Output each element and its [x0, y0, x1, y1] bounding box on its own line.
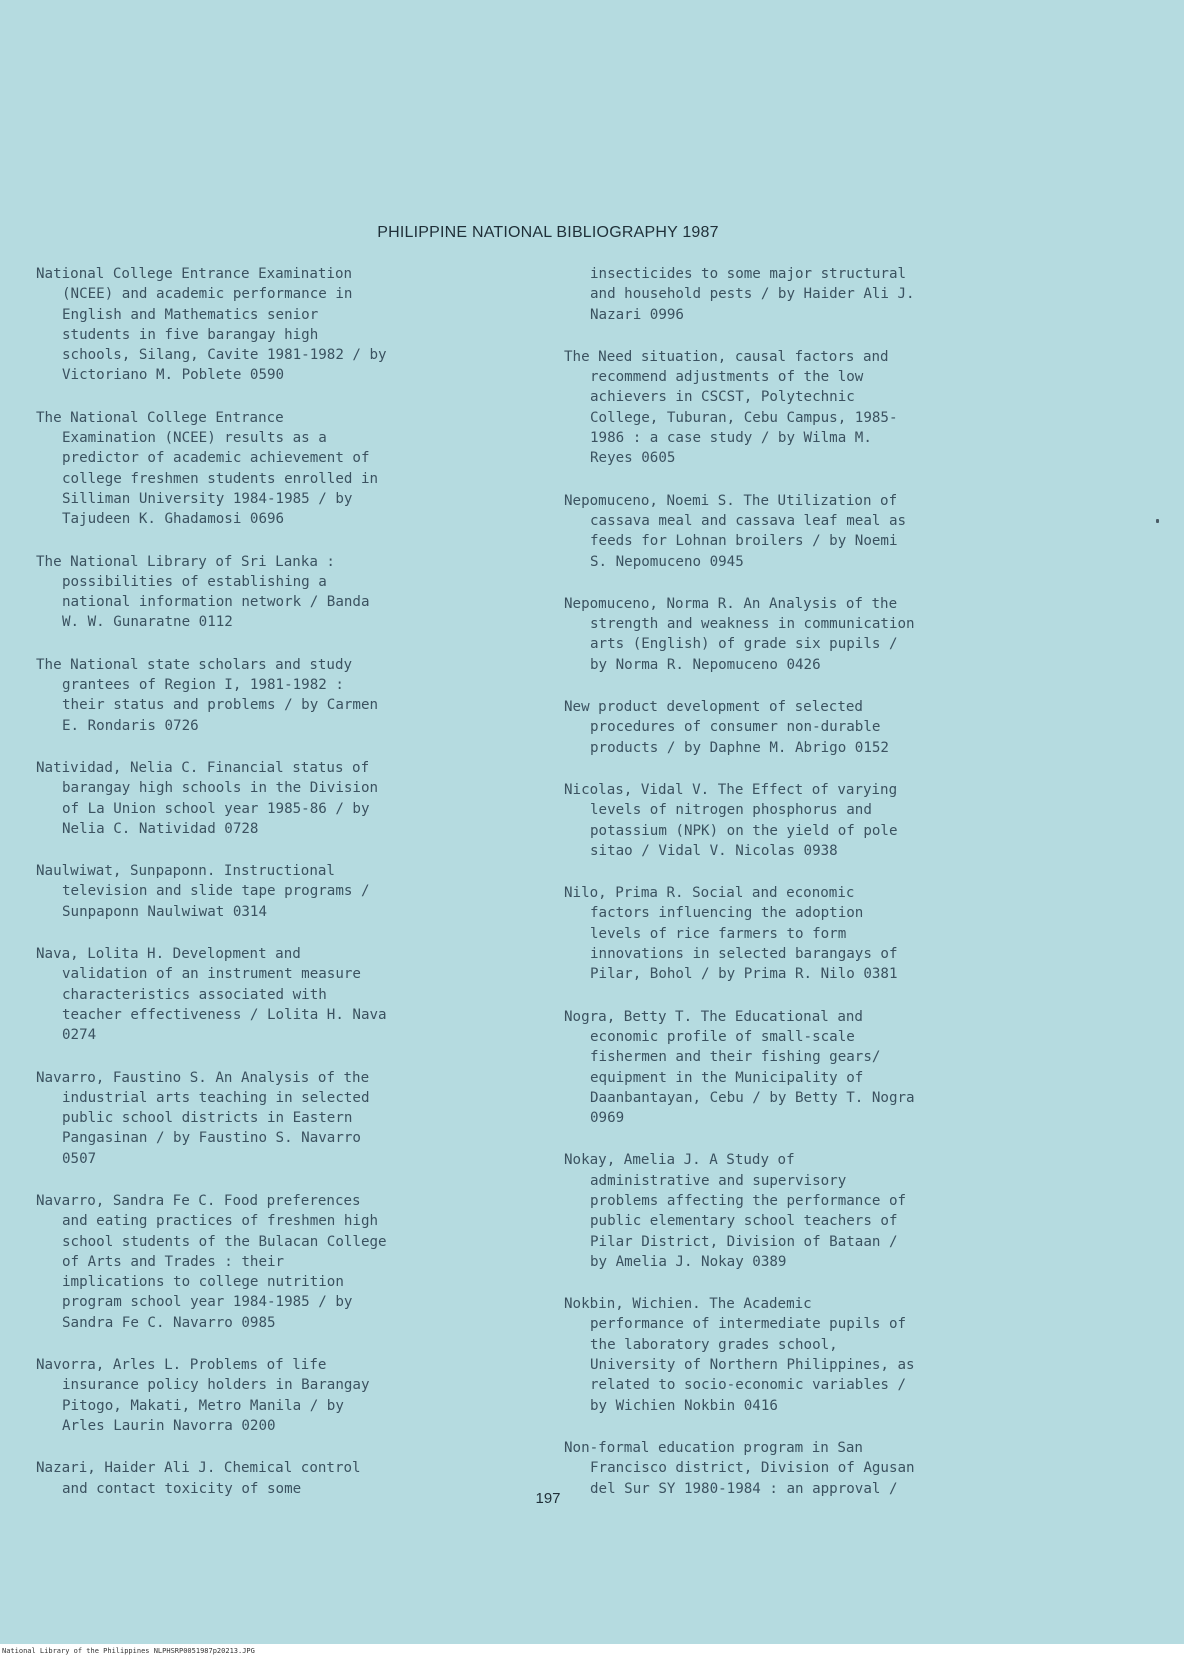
bibliography-entry: The National Library of Sri Lanka : possibilities of establishing a national information network / Banda W. W. Gunaratne 0112: [36, 553, 370, 631]
bibliography-entry: Naulwiwat, Sunpaponn. Instructional television and slide tape programs / Sunpaponn Naulwiwat 0314: [36, 863, 370, 920]
bibliography-entry: New product development of selected procedures of consumer non-durable products / by Daphne M. Abrigo 0152: [564, 699, 889, 756]
right-column: [564, 264, 1034, 1521]
scan-speck: [1156, 519, 1159, 523]
bibliography-entry: Nokay, Amelia J. A Study of administrative and supervisory problems affecting the performance of public elementary school teachers of Pilar District, Division of Bataan / by Amelia J. Nokay 0389: [564, 1152, 907, 1270]
page-title: PHILIPPINE NATIONAL BIBLIOGRAPHY 1987: [377, 224, 719, 241]
bibliography-entry: Nilo, Prima R. Social and economic factors influencing the adoption levels of rice farmers to form innovations in selected barangays of Pilar, Bohol / by Prima R. Nilo 0381: [564, 885, 898, 983]
bibliography-entry: Nava, Lolita H. Development and validation of an instrument measure characteristics associated with teacher effectiveness / Lolita H. Nava 0274: [36, 946, 387, 1044]
left-column: [36, 264, 506, 1521]
bibliography-entry: Navorra, Arles L. Problems of life insurance policy holders in Barangay Pitogo, Makati, Metro Manila / by Arles Laurin Navorra 0200: [36, 1357, 370, 1434]
bibliography-entry: Nogra, Betty T. The Educational and economic profile of small-scale fishermen and their fishing gears/ equipment in the Municipality of Daanbantayan, Cebu / by Betty T. Nogra 0969: [564, 1008, 915, 1127]
bibliography-entry: Nepomuceno, Noemi S. The Utilization of cassava meal and cassava leaf meal as feeds for Lohnan broilers / by Noemi S. Nepomuceno 0945: [564, 492, 907, 570]
bibliography-entry: Nicolas, Vidal V. The Effect of varying levels of nitrogen phosphorus and potassium (NPK) on the yield of pole sitao / Vidal V. Nicolas 0938: [564, 781, 898, 859]
bibliography-entry: Navarro, Sandra Fe C. Food preferences and eating practices of freshmen high school students of the Bulacan College of Arts and Trades : their implications to college nutrition program school year 1984-1985 / by Sandra Fe C. Navarro 0985: [36, 1192, 387, 1331]
bibliography-entry: The Need situation, causal factors and recommend adjustments of the low achievers in CSCST, Polytechnic College, Tuburan, Cebu Campus, 1985- 1986 : a case study / by Wilma M. Reyes 0605: [564, 348, 898, 467]
bibliography-entry: Nepomuceno, Norma R. An Analysis of the strength and weakness in communication arts (English) of grade six pupils / by Norma R. Nepomuceno 0426: [564, 595, 915, 673]
bibliography-entry: The National College Entrance Examination (NCEE) results as a predictor of academic achievement of college freshmen students enrolled in Silliman University 1984-1985 / by Tajudeen K. Ghadamosi 0696: [36, 409, 379, 528]
bibliography-entry: Natividad, Nelia C. Financial status of barangay high schools in the Division of La Union school year 1985-86 / by Nelia C. Natividad 0728: [36, 759, 379, 837]
bibliography-entry: The National state scholars and study grantees of Region I, 1981-1982 : their status and problems / by Carmen E. Rondaris 0726: [36, 656, 379, 734]
bibliography-entry: Non-formal education program in San Francisco district, Division of Agusan del Sur SY 1980-1984 : an approval /: [564, 1439, 915, 1497]
page-number: 197: [535, 1490, 561, 1507]
bibliography-entry: National College Entrance Examination (NCEE) and academic performance in English and Mathematics senior students in five barangay high schools, Silang, Cavite 1981-1982 / by Victoriano M. Poblete 0590: [36, 266, 387, 384]
bibliography-entry-continuation: insecticides to some major structural and household pests / by Haider Ali J. Nazari 0996: [590, 266, 915, 323]
bibliography-entry: Navarro, Faustino S. An Analysis of the industrial arts teaching in selected public school districts in Eastern Pangasinan / by Faustino S. Navarro 0507: [36, 1069, 370, 1167]
bibliography-entry: Nokbin, Wichien. The Academic performance of intermediate pupils of the laboratory grades school, University of Northern Philippines, as related to socio-economic variables / by Wichien Nokbin 0416: [564, 1296, 915, 1414]
scan-footer: National Library of the Philippines NLPHSRP0051987p20213.JPG: [0, 1644, 1184, 1658]
bibliography-entry: Nazari, Haider Ali J. Chemical control and contact toxicity of some: [36, 1460, 361, 1497]
